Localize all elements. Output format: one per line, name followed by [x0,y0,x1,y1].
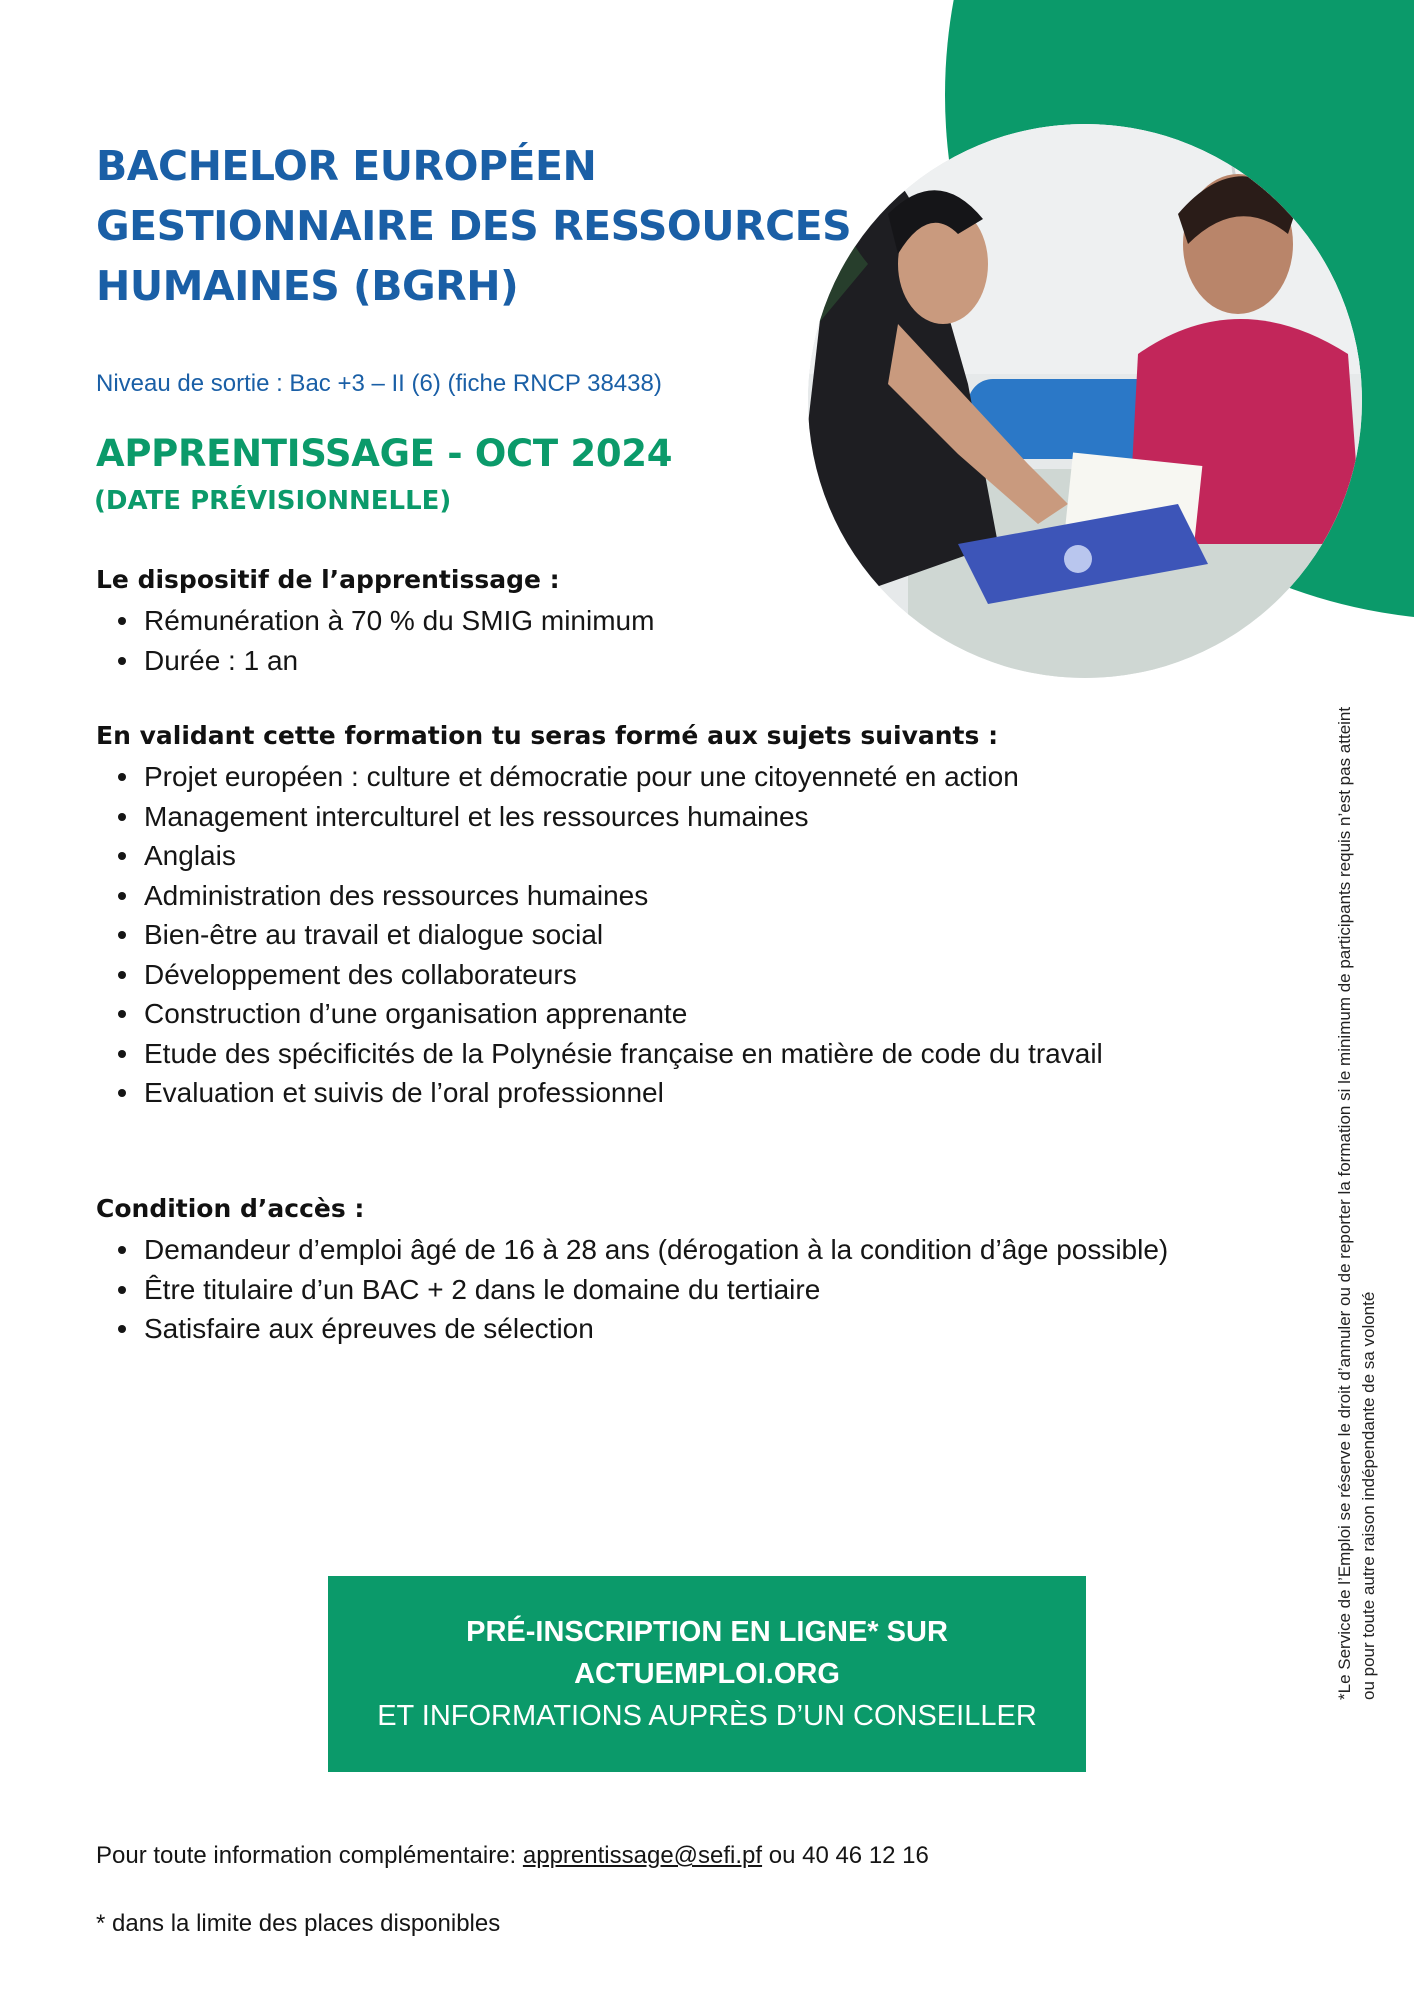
title-line-3: HUMAINES (BGRH) [96,262,519,310]
list-item: Demandeur d’emploi âgé de 16 à 28 ans (dérogation à la condition d’âge possible) [96,1230,1216,1270]
disclaimer-line-1: *Le Service de l’Emploi se réserve le droit d’annuler ou de reporter la formation si le minimum de participants requis n’est pas atteint [1335,706,1354,1700]
title-line-2: GESTIONNAIRE DES RESSOURCES [96,202,852,250]
list-item: Construction d’une organisation apprenante [96,994,1256,1034]
apprenticeship-date-note: (DATE PRÉVISIONNELLE) [94,486,452,516]
list-item: Evaluation et suivis de l’oral professionnel [96,1073,1256,1113]
subjects-heading: En validant cette formation tu seras formé aux sujets suivants : [96,721,999,750]
list-item: Etude des spécificités de la Polynésie française en matière de code du travail [96,1034,1256,1074]
disclaimer-line-2: ou pour toute autre raison indépendante de sa volonté [1359,1291,1378,1700]
title-line-1: BACHELOR EUROPÉEN [96,142,597,190]
contact-phone: ou 40 46 12 16 [762,1842,929,1869]
subjects-list [96,757,1256,1113]
dispositif-heading: Le dispositif de l’apprentissage : [96,565,560,594]
dispositif-list [96,601,1256,680]
list-item: Projet européen : culture et démocratie pour une citoyenneté en action [96,757,1256,797]
contact-line [96,1842,929,1870]
page-title [96,136,856,316]
list-item: Management interculturel et les ressources humaines [96,797,1256,837]
list-item: Être titulaire d’un BAC + 2 dans le domaine du tertiaire [96,1270,1216,1310]
list-item: Rémunération à 70 % du SMIG minimum [96,601,1256,641]
list-item: Développement des collaborateurs [96,955,1256,995]
cta-line-3: ET INFORMATIONS AUPRÈS D’UN CONSEILLER [377,1700,1037,1732]
exit-level: Niveau de sortie : Bac +3 – II (6) (fiche RNCP 38438) [96,370,662,397]
list-item: Satisfaire aux épreuves de sélection [96,1309,1216,1349]
list-item: Durée : 1 an [96,641,1256,681]
contact-prefix: Pour toute information complémentaire: [96,1842,523,1869]
footnote: * dans la limite des places disponibles [96,1910,501,1937]
conditions-heading: Condition d’accès : [96,1194,365,1223]
cta-website[interactable]: ACTUEMPLOI.ORG [574,1658,840,1690]
cta-line-1: PRÉ-INSCRIPTION EN LIGNE* SUR [466,1616,948,1648]
apprenticeship-heading: APPRENTISSAGE - OCT 2024 [96,432,673,475]
pre-registration-banner[interactable] [328,1576,1086,1772]
list-item: Bien-être au travail et dialogue social [96,915,1256,955]
list-item: Administration des ressources humaines [96,876,1256,916]
photo-two-women-meeting [808,124,1362,678]
list-item: Anglais [96,836,1256,876]
contact-email-link[interactable]: apprentissage@sefi.pf [522,1842,763,1869]
conditions-list [96,1230,1216,1349]
vertical-disclaimer [1333,600,1381,1700]
